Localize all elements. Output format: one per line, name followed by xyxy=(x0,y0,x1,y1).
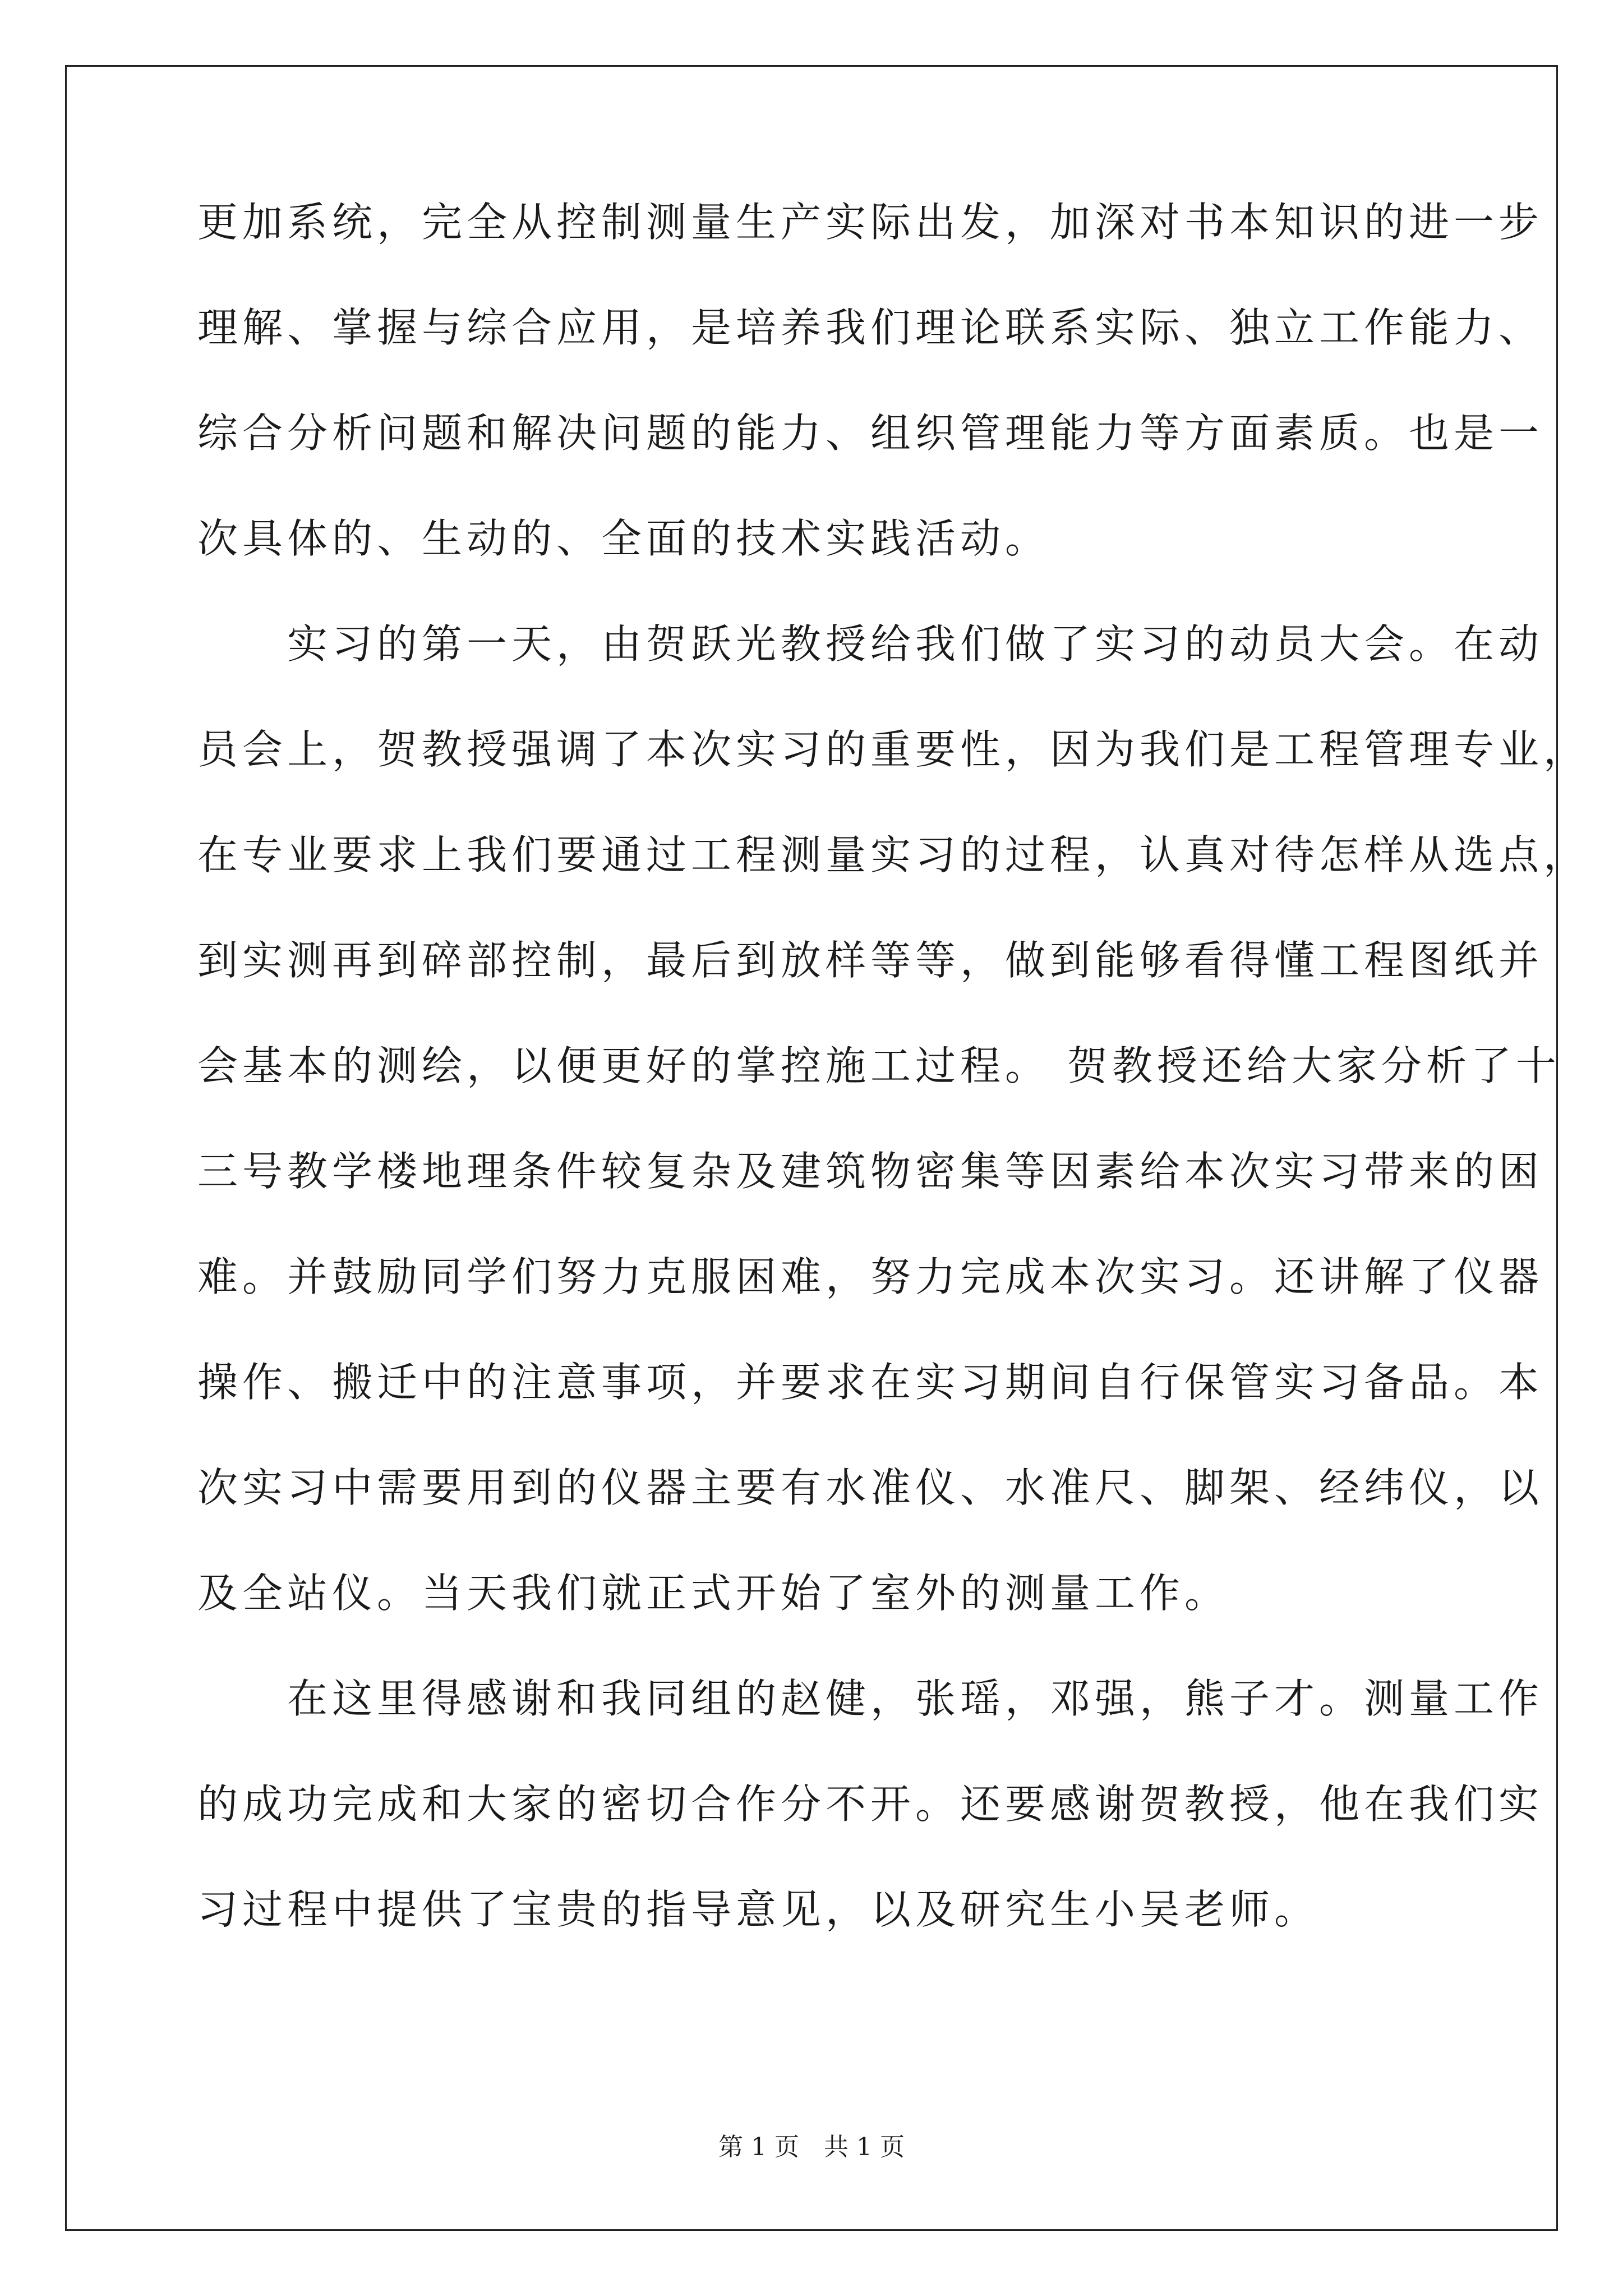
text-line: 次实习中需要用到的仪器主要有水准仪、水准尺、脚架、经纬仪，以 xyxy=(197,1464,1544,1511)
text-line: 难。并鼓励同学们努力克服困难，努力完成本次实习。还讲解了仪器 xyxy=(197,1253,1544,1300)
text-line: 到实测再到碎部控制，最后到放样等等，做到能够看得懂工程图纸并 xyxy=(197,937,1544,984)
text-line: 更加系统，完全从控制测量生产实际出发，加深对书本知识的进一步 xyxy=(197,199,1544,246)
text-line: 习过程中提供了宝贵的指导意见，以及研究生小吴老师。 xyxy=(197,1886,1320,1933)
text-line: 综合分析问题和解决问题的能力、组织管理能力等方面素质。也是一 xyxy=(197,409,1544,457)
text-line: 会基本的测绘，以便更好的掌控施工过程。 贺教授还给大家分析了十 xyxy=(197,1042,1561,1089)
text-line: 的成功完成和大家的密切合作分不开。还要感谢贺教授，他在我们实 xyxy=(197,1780,1544,1828)
text-line: 及全站仪。当天我们就正式开始了室外的测量工作。 xyxy=(197,1570,1230,1617)
text-line: 实习的第一天，由贺跃光教授给我们做了实习的动员大会。在动 xyxy=(197,620,1544,668)
text-line: 操作、搬迁中的注意事项，并要求在实习期间自行保管实习备品。本 xyxy=(197,1359,1544,1406)
text-line: 员会上，贺教授强调了本次实习的重要性，因为我们是工程管理专业， xyxy=(197,726,1589,773)
text-line: 在这里得感谢和我同组的赵健，张瑶，邓强，熊子才。测量工作 xyxy=(197,1675,1544,1722)
text-line: 次具体的、生动的、全面的技术实践活动。 xyxy=(197,515,1050,562)
text-line: 在专业要求上我们要通过工程测量实习的过程，认真对待怎样从选点， xyxy=(197,831,1589,878)
text-line: 理解、掌握与综合应用，是培养我们理论联系实际、独立工作能力、 xyxy=(197,304,1544,351)
page-number-footer: 第 1 页 共 1 页 xyxy=(718,2133,905,2161)
text-line: 三号教学楼地理条件较复杂及建筑物密集等因素给本次实习带来的困 xyxy=(197,1148,1544,1195)
document-body xyxy=(197,199,1589,1995)
